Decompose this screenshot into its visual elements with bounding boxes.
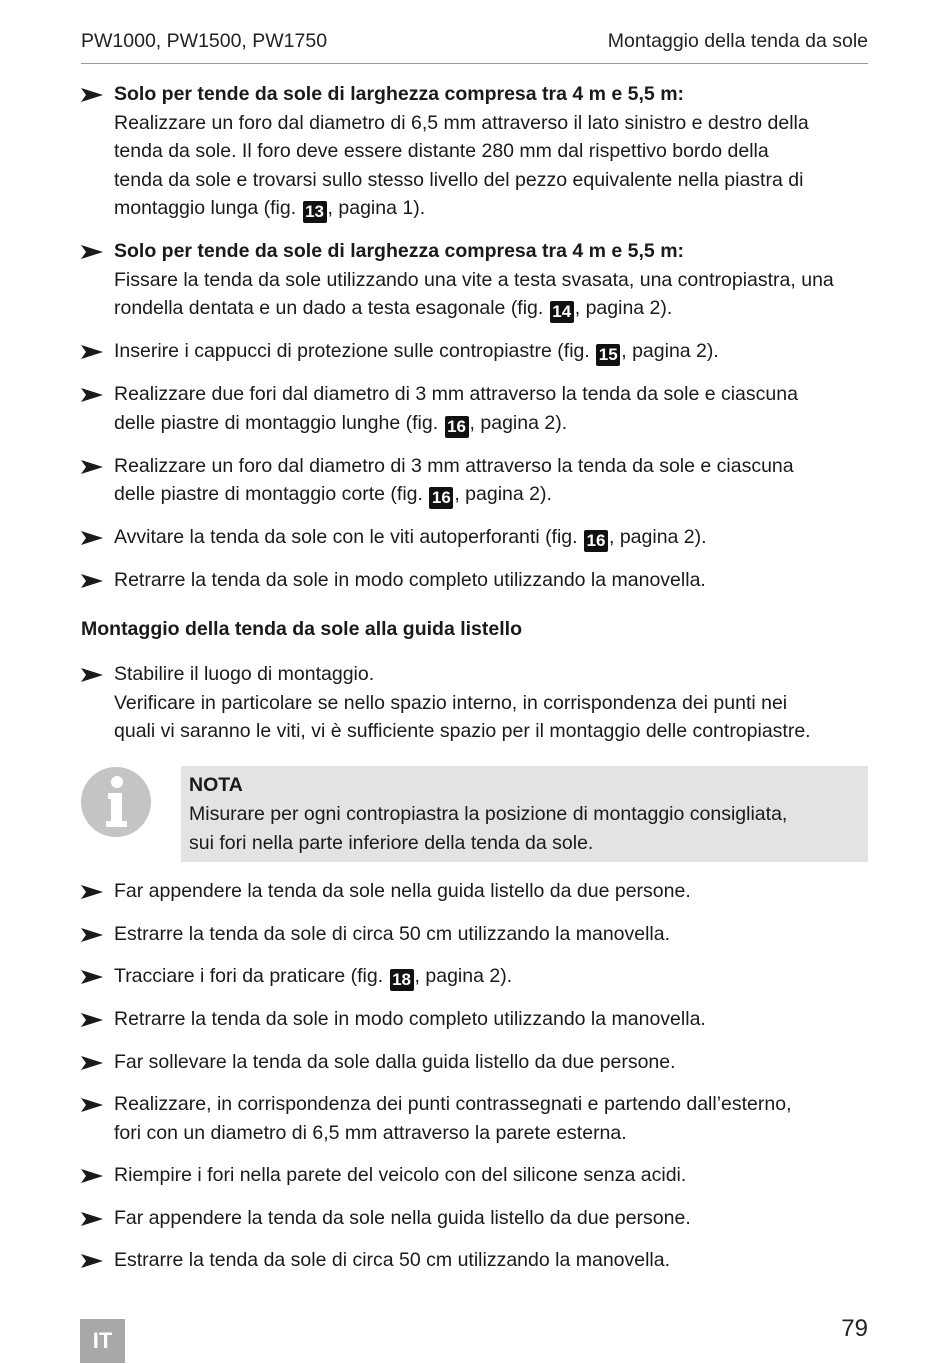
figure-reference-badge: 16: [584, 530, 608, 552]
figure-reference-badge: 16: [445, 416, 469, 438]
arrowhead-bullet-icon: [81, 668, 103, 682]
step-line: [114, 877, 871, 906]
step-text: Estrarre la tenda da sole di circa 50 cm utilizzando la manovella.: [114, 1249, 671, 1271]
step-text: fori con un diametro di 6,5 mm attraverso la parete esterna.: [114, 1121, 627, 1144]
step-line: [114, 409, 871, 438]
step-text: Avvitare la tenda da sole con le viti autoperforanti (fig.: [114, 526, 583, 548]
step-item: [81, 1204, 871, 1233]
step-item: [81, 1161, 871, 1190]
figure-reference-badge: 13: [303, 201, 327, 223]
arrowhead-bullet-icon: [81, 345, 103, 359]
step-text: Far appendere la tenda da sole nella guida listello da due persone.: [114, 1206, 691, 1229]
arrowhead-bullet-icon: [81, 1212, 103, 1226]
step-line: Stabilire il luogo di montaggio.: [114, 663, 375, 685]
note-text-line: Misurare per ogni contropiastra la posizione di montaggio consigliata,: [189, 803, 788, 825]
page-number: 79: [841, 1315, 868, 1342]
step-line: [114, 294, 871, 323]
step-line: Realizzare, in corrispondenza dei punti contrassegnati e partendo dall’esterno,: [114, 1093, 792, 1115]
step-item: [81, 452, 871, 510]
step-line: tenda da sole e trovarsi sullo stesso livello del pezzo equivalente nella piastra di: [114, 168, 804, 191]
arrowhead-bullet-icon: [81, 885, 103, 899]
step-text: , pagina 2).: [469, 411, 568, 434]
step-line: [114, 962, 871, 991]
arrowhead-bullet-icon: [81, 1013, 103, 1027]
arrowhead-bullet-icon: [81, 531, 103, 545]
steps-list-bottom: [81, 877, 871, 1289]
step-line: [114, 480, 871, 509]
figure-reference-badge: 15: [596, 344, 620, 366]
step-line: [114, 566, 871, 595]
arrowhead-bullet-icon: [81, 970, 103, 984]
step-text: , pagina 2).: [574, 297, 673, 319]
step-item: [81, 1048, 871, 1077]
step-line: quali vi saranno le viti, vi è sufficiente spazio per il montaggio delle contropiastre.: [114, 720, 811, 742]
step-text: , pagina 2).: [454, 483, 552, 505]
step-item: [81, 920, 871, 949]
step-bold-condition: Solo per tende da sole di larghezza compresa tra 4 m e 5,5 m:: [114, 240, 685, 262]
step-item: [81, 237, 871, 323]
arrowhead-bullet-icon: [81, 1169, 103, 1183]
step-text: Retrarre la tenda da sole in modo completo utilizzando la manovella.: [114, 1008, 706, 1030]
step-item: [81, 337, 871, 366]
arrowhead-bullet-icon: [81, 1254, 103, 1268]
step-line: Realizzare un foro dal diametro di 3 mm attraverso la tenda da sole e ciascuna: [114, 454, 794, 477]
arrowhead-bullet-icon: [81, 928, 103, 942]
step-text: Estrarre la tenda da sole di circa 50 cm utilizzando la manovella.: [114, 922, 671, 945]
step-item: [81, 660, 871, 746]
page-header: [81, 30, 868, 64]
step-text: Far sollevare la tenda da sole dalla guida listello da due persone.: [114, 1050, 676, 1073]
arrowhead-bullet-icon: [81, 574, 103, 588]
step-text: Tracciare i fori da praticare (fig.: [114, 965, 389, 987]
step-text: , pagina 2).: [414, 965, 513, 987]
step-line: Fissare la tenda da sole utilizzando una vite a testa svasata, una contropiastra, una: [114, 268, 834, 291]
step-text: delle piastre di montaggio lunghe (fig.: [114, 411, 444, 434]
step-text: Far appendere la tenda da sole nella guida listello da due persone.: [114, 880, 691, 902]
step-line: [114, 1161, 871, 1190]
note-box: [181, 766, 868, 862]
step-text: Inserire i cappucci di protezione sulle contropiastre (fig.: [114, 340, 596, 362]
step-line: Realizzare due fori dal diametro di 3 mm attraverso la tenda da sole e ciascuna: [114, 383, 798, 405]
figure-reference-badge: 14: [550, 301, 574, 323]
step-item: [81, 962, 871, 991]
step-line: [114, 1246, 871, 1275]
step-text: Riempire i fori nella parete del veicolo con del silicone senza acidi.: [114, 1164, 687, 1186]
arrowhead-bullet-icon: [81, 460, 103, 474]
header-section-title: Montaggio della tenda da sole: [607, 30, 868, 52]
arrowhead-bullet-icon: [81, 388, 103, 402]
step-text: , pagina 2).: [609, 526, 707, 548]
arrowhead-bullet-icon: [81, 1098, 103, 1112]
step-line: [114, 523, 871, 552]
arrowhead-bullet-icon: [81, 1056, 103, 1070]
step-line: [114, 337, 871, 366]
step-line: Verificare in particolare se nello spazio interno, in corrispondenza dei punti nei: [114, 691, 788, 714]
figure-reference-badge: 16: [429, 487, 453, 509]
step-item: [81, 1246, 871, 1275]
step-line: [114, 1005, 871, 1034]
steps-list-top: [81, 80, 871, 609]
step-text: delle piastre di montaggio corte (fig.: [114, 483, 429, 505]
step-line: [114, 1048, 871, 1077]
step-text: , pagina 2).: [621, 340, 719, 362]
info-icon: [81, 767, 151, 837]
step-text: Retrarre la tenda da sole in modo completo utilizzando la manovella.: [114, 569, 706, 591]
step-line: [114, 920, 871, 949]
step-item: [81, 380, 871, 438]
step-item: [81, 1005, 871, 1034]
step-item: [81, 877, 871, 906]
step-bold-condition: Solo per tende da sole di larghezza compresa tra 4 m e 5,5 m:: [114, 83, 685, 105]
steps-list-montaggio: [81, 660, 871, 760]
header-model-names: PW1000, PW1500, PW1750: [81, 30, 328, 52]
step-text: , pagina 1).: [327, 197, 426, 219]
step-line: [114, 1204, 871, 1233]
figure-reference-badge: 18: [390, 969, 414, 991]
arrowhead-bullet-icon: [81, 245, 103, 259]
step-text: montaggio lunga (fig.: [114, 197, 302, 219]
step-line: tenda da sole. Il foro deve essere distante 280 mm dal rispettivo bordo della: [114, 140, 769, 162]
step-item: [81, 523, 871, 552]
step-line: [114, 194, 871, 223]
note-title: NOTA: [189, 774, 243, 796]
step-item: [81, 1090, 871, 1147]
step-line: [114, 1119, 871, 1148]
arrowhead-bullet-icon: [81, 88, 103, 102]
step-item: [81, 566, 871, 595]
step-item: [81, 80, 871, 223]
note-text-line: sui fori nella parte inferiore della tenda da sole.: [189, 831, 594, 854]
language-badge: IT: [80, 1319, 125, 1363]
step-text: rondella dentata e un dado a testa esagonale (fig.: [114, 297, 549, 319]
section-heading: Montaggio della tenda da sole alla guida listello: [81, 618, 522, 640]
step-line: Realizzare un foro dal diametro di 6,5 mm attraverso il lato sinistro e destro della: [114, 111, 809, 134]
